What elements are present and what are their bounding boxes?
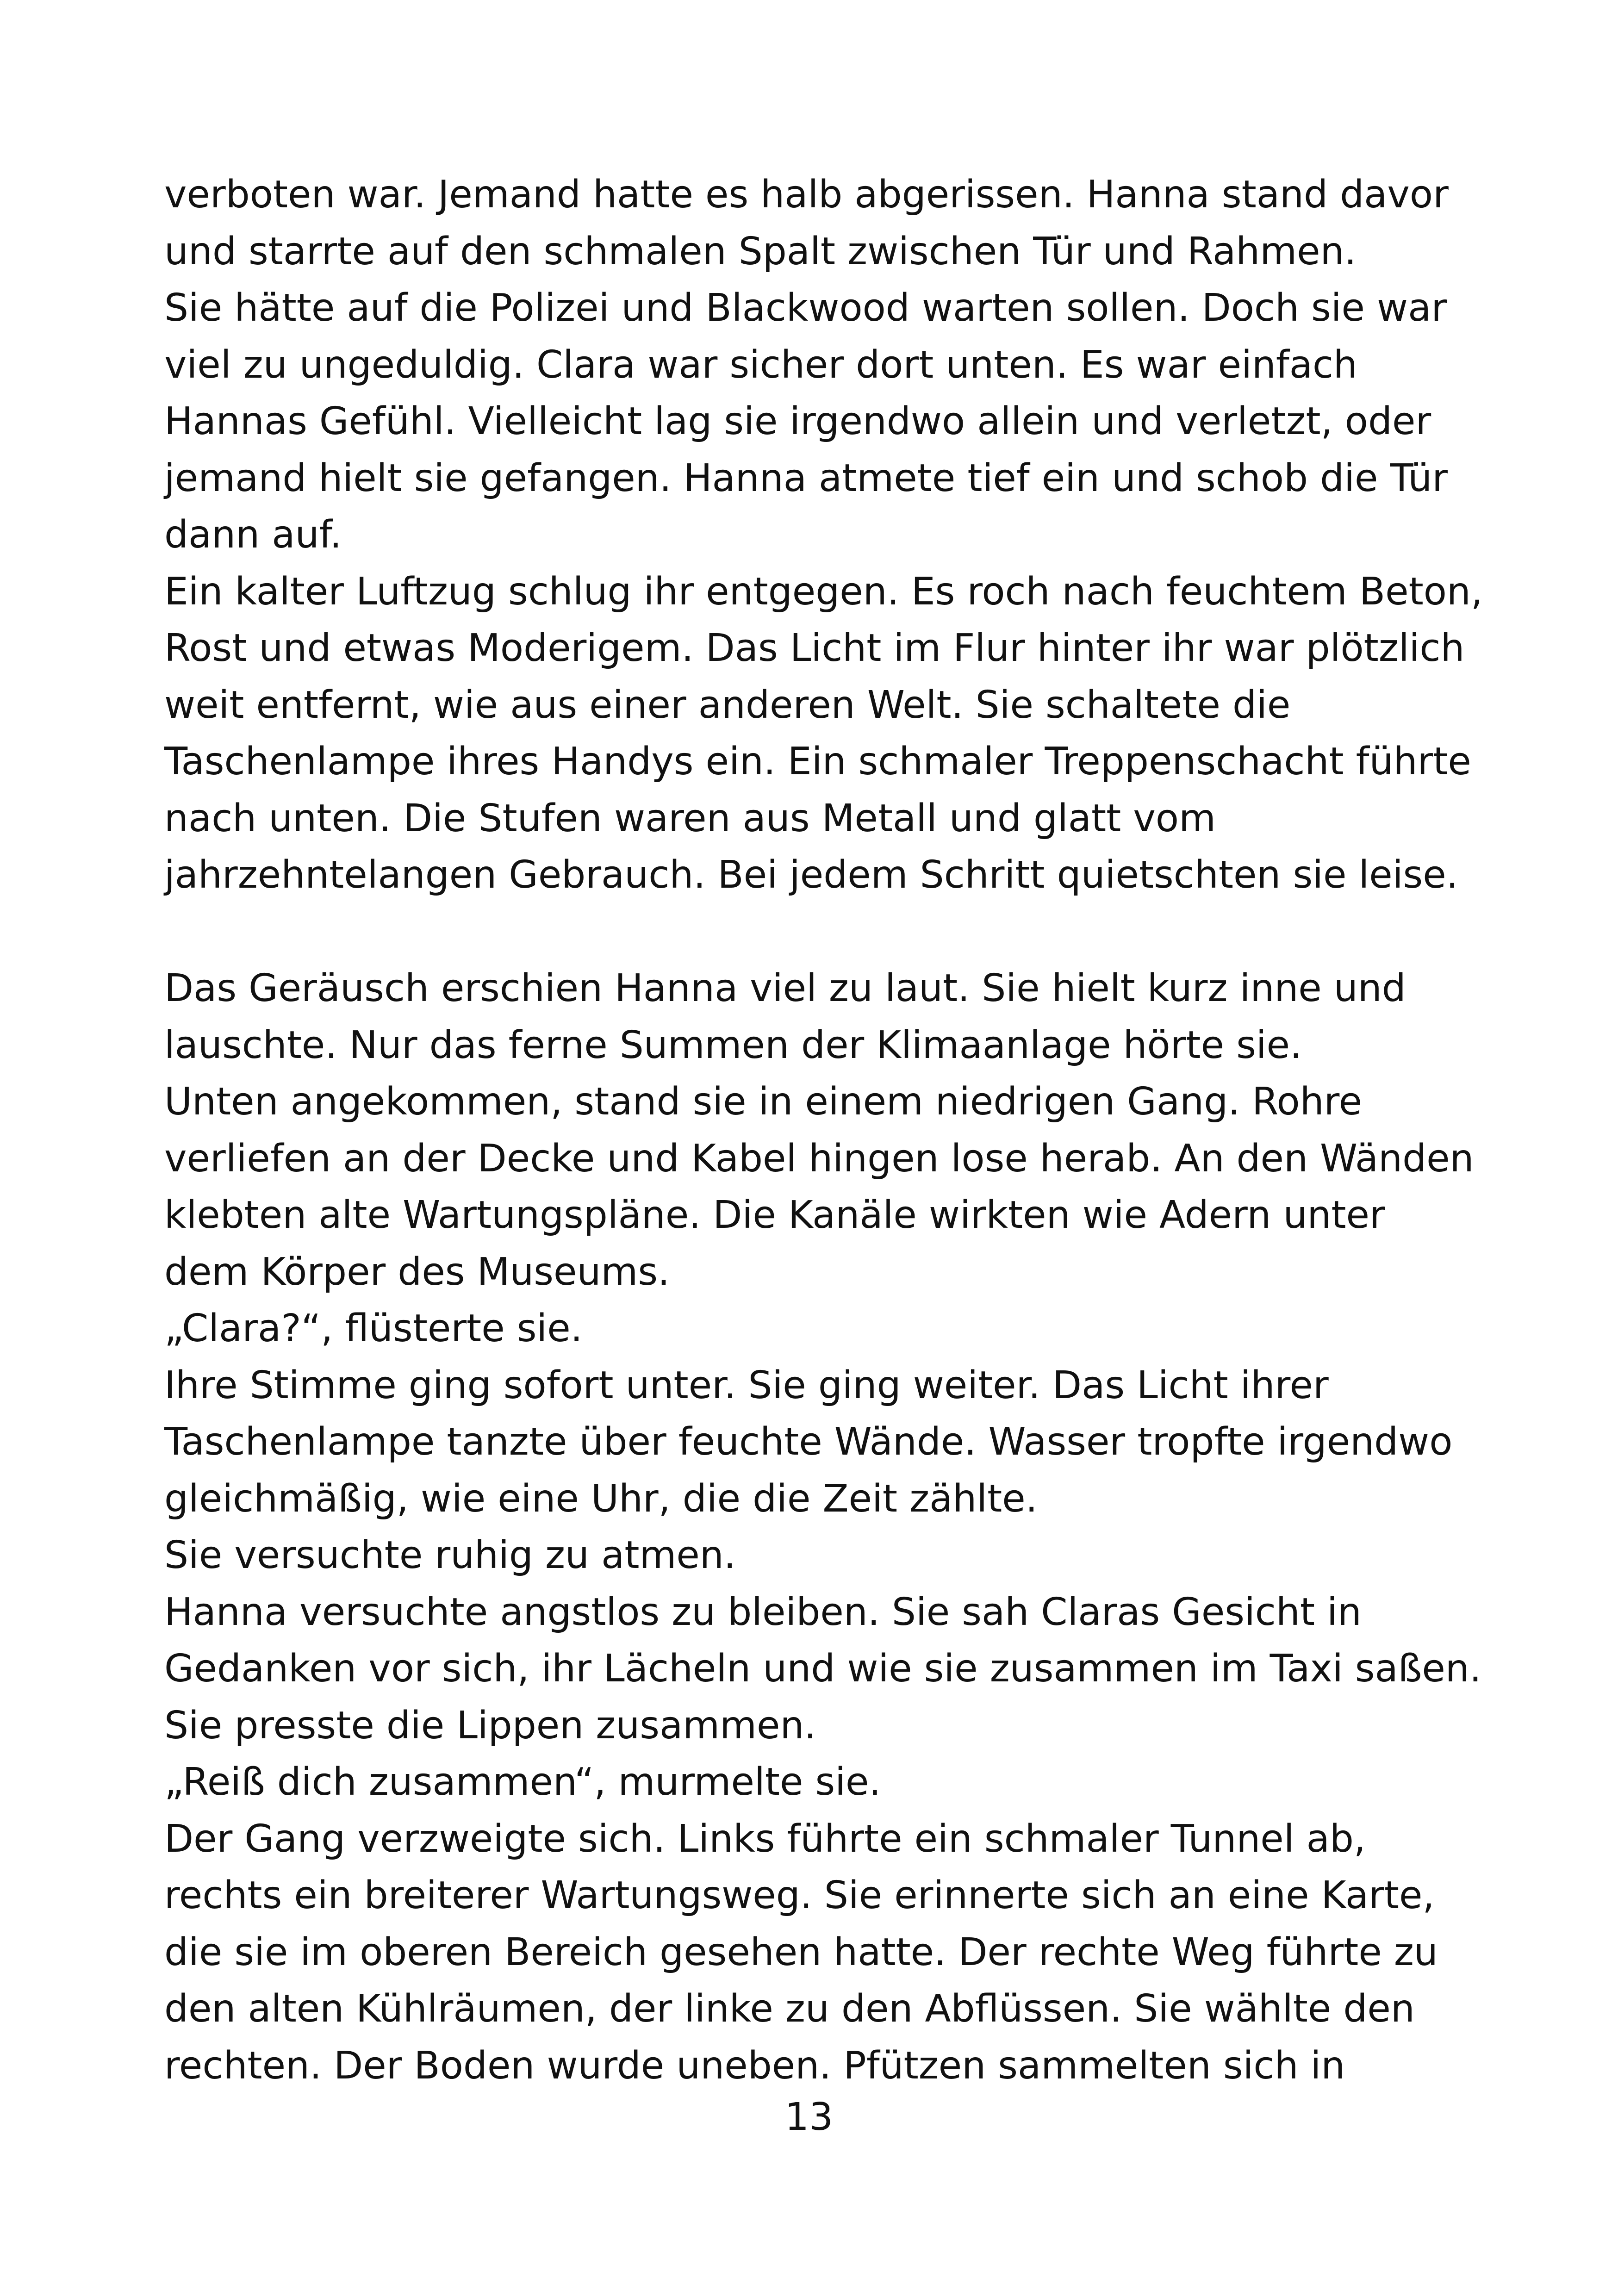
text-line: den alten Kühlräumen, der linke zu den Abflüssen. Sie wählte den	[164, 1987, 1415, 2031]
text-line: jemand hielt sie gefangen. Hanna atmete tief ein und schob die Tür	[164, 456, 1448, 500]
text-line: jahrzehntelangen Gebrauch. Bei jedem Schritt quietschten sie leise.	[164, 853, 1458, 897]
text-line: Sie versuchte ruhig zu atmen.	[164, 1533, 736, 1577]
text-line: „Reiß dich zusammen“, murmelte sie.	[164, 1760, 881, 1804]
text-line: Hanna versuchte angstlos zu bleiben. Sie sah Claras Gesicht in	[164, 1590, 1362, 1634]
text-line: Taschenlampe tanzte über feuchte Wände. Wasser tropfte irgendwo	[164, 1420, 1453, 1464]
text-line: verboten war. Jemand hatte es halb abgerissen. Hanna stand davor	[164, 173, 1449, 217]
text-line: viel zu ungeduldig. Clara war sicher dort unten. Es war einfach	[164, 342, 1357, 387]
text-line: Unten angekommen, stand sie in einem niedrigen Gang. Rohre	[164, 1080, 1363, 1124]
text-line: verliefen an der Decke und Kabel hingen lose herab. An den Wänden	[164, 1136, 1474, 1181]
text-line: rechten. Der Boden wurde uneben. Pfützen sammelten sich in	[164, 2043, 1345, 2088]
text-line: dann auf.	[164, 513, 342, 557]
text-line: „Clara?“, flüsterte sie.	[164, 1307, 583, 1350]
text-line: Sie presste die Lippen zusammen.	[164, 1703, 816, 1748]
text-line: dem Körper des Museums.	[164, 1250, 670, 1294]
text-line: Das Geräusch erschien Hanna viel zu laut. Sie hielt kurz inne und	[164, 966, 1406, 1010]
text-line: Ein kalter Luftzug schlug ihr entgegen. Es roch nach feuchtem Beton,	[164, 569, 1483, 614]
text-line: weit entfernt, wie aus einer anderen Welt. Sie schaltete die	[164, 683, 1291, 727]
text-line: und starrte auf den schmalen Spalt zwischen Tür und Rahmen.	[164, 229, 1357, 274]
text-line: Der Gang verzweigte sich. Links führte ein schmaler Tunnel ab,	[164, 1817, 1366, 1861]
text-line: Rost und etwas Moderigem. Das Licht im Flur hinter ihr war plötzlich	[164, 626, 1465, 670]
text-line: Ihre Stimme ging sofort unter. Sie ging weiter. Das Licht ihrer	[164, 1363, 1329, 1407]
page-number: 13	[784, 2095, 834, 2139]
body-text	[164, 167, 1483, 2094]
text-line: nach unten. Die Stufen waren aus Metall und glatt vom	[164, 796, 1216, 840]
text-line: Hannas Gefühl. Vielleicht lag sie irgendwo allein und verletzt, oder	[164, 399, 1431, 443]
text-line: lauschte. Nur das ferne Summen der Klimaanlage hörte sie.	[164, 1023, 1302, 1067]
text-line: Sie hätte auf die Polizei und Blackwood warten sollen. Doch sie war	[164, 286, 1447, 330]
text-line: Gedanken vor sich, ihr Lächeln und wie sie zusammen im Taxi saßen.	[164, 1647, 1481, 1691]
paragraph-gap	[164, 904, 1469, 961]
text-line: klebten alte Wartungspläne. Die Kanäle wirkten wie Adern unter	[164, 1193, 1385, 1237]
text-line: die sie im oberen Bereich gesehen hatte. Der rechte Weg führte zu	[164, 1930, 1438, 1974]
text-line: rechts ein breiterer Wartungsweg. Sie erinnerte sich an eine Karte,	[164, 1873, 1435, 1917]
text-line: Taschenlampe ihres Handys ein. Ein schmaler Treppenschacht führte	[164, 740, 1471, 784]
text-line: gleichmäßig, wie eine Uhr, die die Zeit zählte.	[164, 1476, 1038, 1521]
